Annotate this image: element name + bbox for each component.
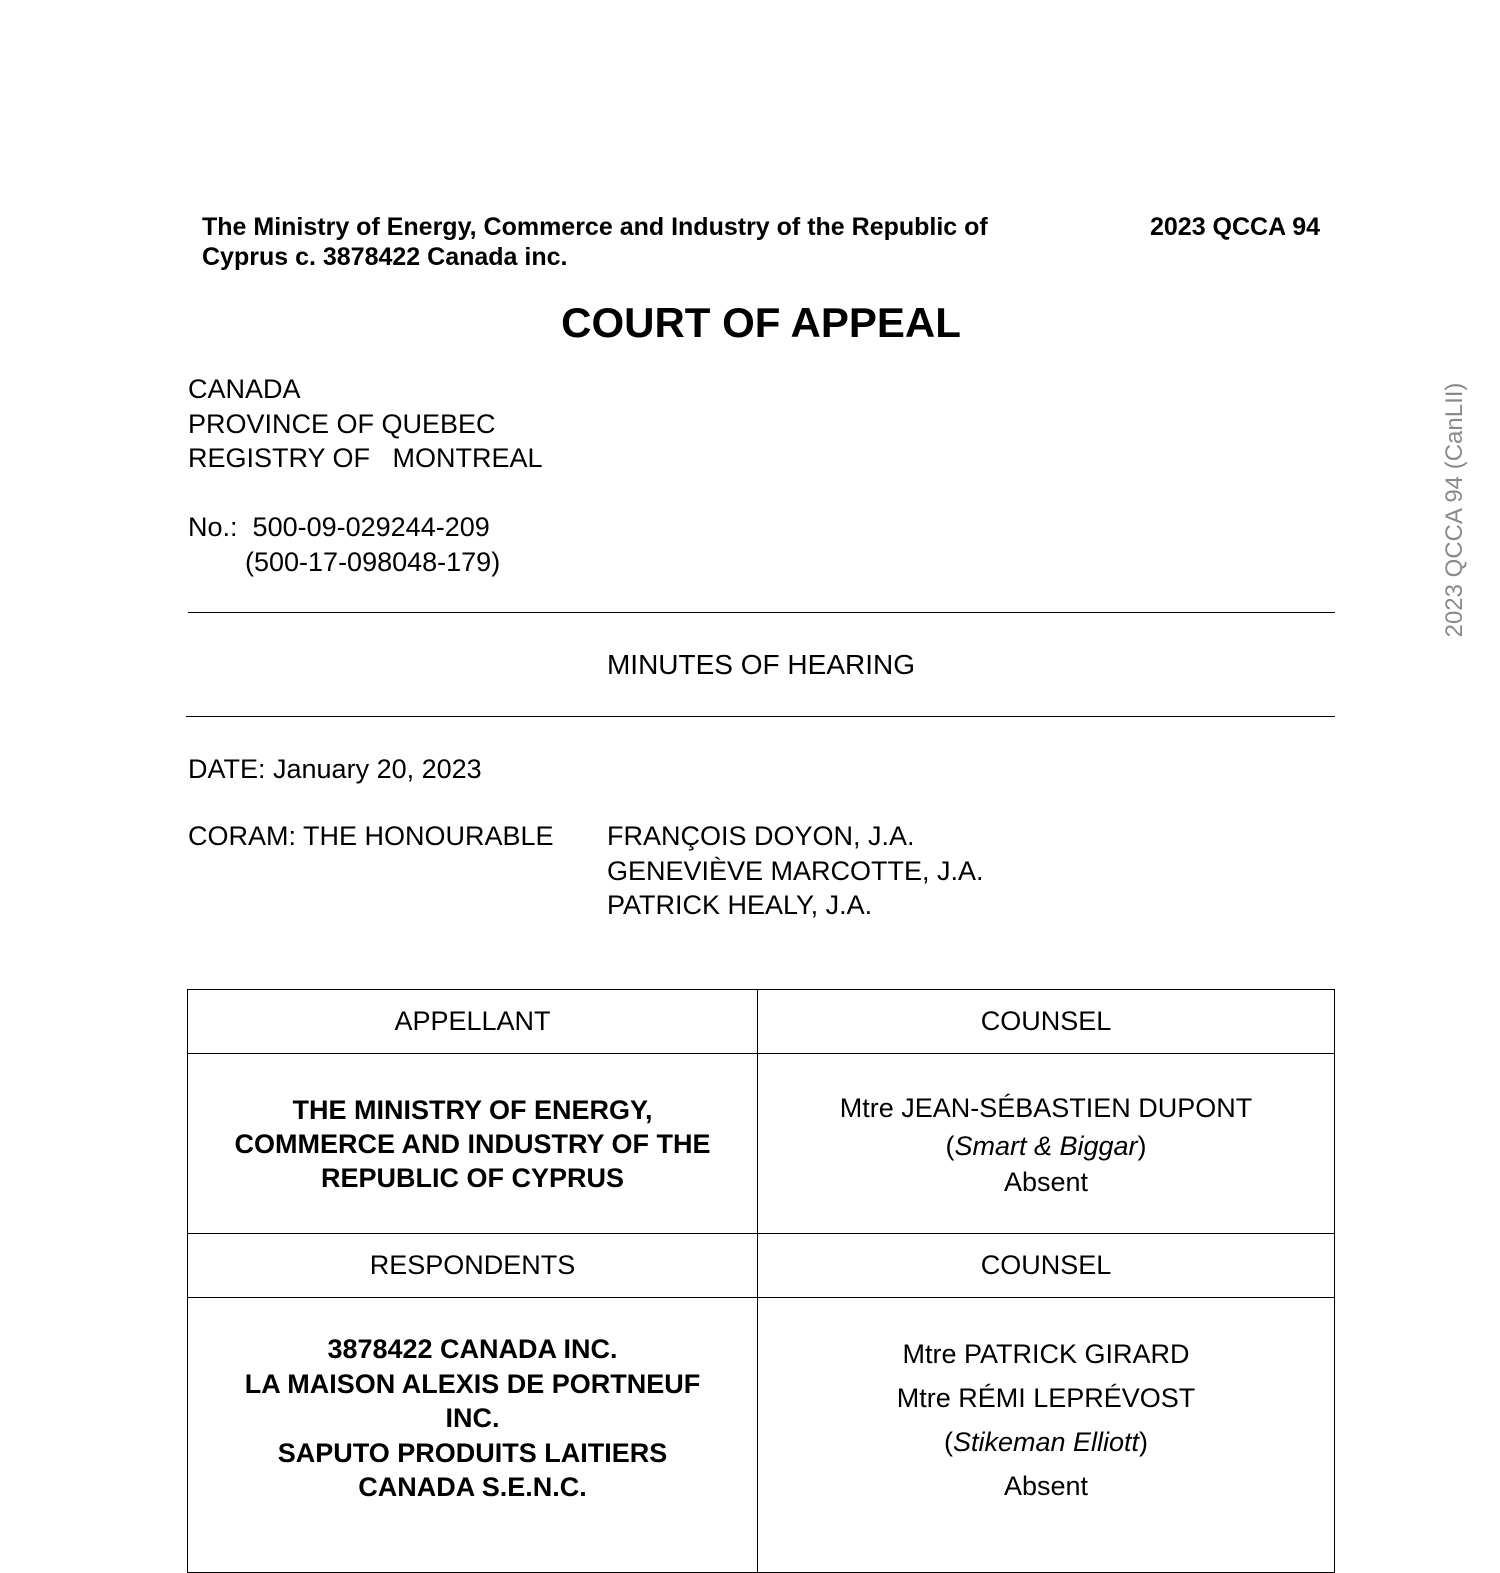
divider-top xyxy=(188,612,1335,613)
court-name: COURT OF APPEAL xyxy=(561,299,961,346)
counsel-lawyer: Mtre JEAN-SÉBASTIEN DUPONT xyxy=(839,1092,1253,1123)
respondent-names: 3878422 CANADA INC. LA MAISON ALEXIS DE PORTNEUF INC. SAPUTO PRODUITS LAITIERS CANADA S.E.N.C. xyxy=(188,1298,758,1573)
judge-name: PATRICK HEALY, J.A. xyxy=(607,890,873,920)
lower-court-number: (500-17-098048-179) xyxy=(245,546,501,577)
respondent-counsel: Mtre PATRICK GIRARD Mtre RÉMI LEPRÉVOST (Stikeman Elliott) Absent xyxy=(758,1298,1335,1573)
location-province: PROVINCE OF QUEBEC xyxy=(188,408,496,439)
counsel-lawyer: Mtre RÉMI LEPRÉVOST xyxy=(896,1383,1196,1413)
docket-label: No.: xyxy=(188,512,238,542)
counsel-status: Absent xyxy=(1003,1166,1089,1197)
parties-table xyxy=(187,989,1335,1573)
coram-judges xyxy=(607,819,984,923)
location-country: CANADA xyxy=(188,374,301,404)
location-registry: REGISTRY OF MONTREAL xyxy=(188,443,543,473)
judge-name: GENEVIÈVE MARCOTTE, J.A. xyxy=(607,855,984,886)
case-title-line-2: Cyprus c. 3878422 Canada inc. xyxy=(202,243,568,271)
docket xyxy=(188,510,500,579)
hearing-date: DATE: January 20, 2023 xyxy=(188,754,482,784)
counsel-lawyer: Mtre PATRICK GIRARD xyxy=(902,1339,1190,1369)
document-type: MINUTES OF HEARING xyxy=(606,649,915,680)
counsel-firm: Stikeman Elliott xyxy=(952,1427,1140,1457)
counsel-header: COUNSEL xyxy=(758,1234,1335,1298)
table-row xyxy=(188,990,1335,1054)
divider-bottom xyxy=(186,716,1335,717)
appellant-counsel: Mtre JEAN-SÉBASTIEN DUPONT (Smart & Biggar) Absent xyxy=(758,1054,1335,1234)
respondents-header: RESPONDENTS xyxy=(188,1234,758,1298)
citation: 2023 QCCA 94 xyxy=(1150,213,1320,241)
counsel-status: Absent xyxy=(1003,1471,1089,1501)
docket-number: 500-09-029244-209 xyxy=(252,512,490,542)
judge-name: FRANÇOIS DOYON, J.A. xyxy=(607,821,915,851)
appellant-header: APPELLANT xyxy=(188,990,758,1054)
table-row xyxy=(188,1054,1335,1234)
counsel-header: COUNSEL xyxy=(758,990,1335,1054)
coram-label: CORAM: THE HONOURABLE xyxy=(188,821,554,851)
counsel-firm: Smart & Biggar xyxy=(954,1130,1138,1161)
table-row xyxy=(188,1298,1335,1573)
case-title xyxy=(202,212,1082,272)
table-row xyxy=(188,1234,1335,1298)
case-title-line-1: The Ministry of Energy, Commerce and Industry of the Republic of xyxy=(202,213,988,241)
appellant-name: THE MINISTRY OF ENERGY, COMMERCE AND INDUSTRY OF THE REPUBLIC OF CYPRUS xyxy=(188,1054,758,1234)
canlii-watermark: 2023 QCCA 94 (CanLII) xyxy=(1441,382,1468,638)
court-location xyxy=(188,372,543,476)
